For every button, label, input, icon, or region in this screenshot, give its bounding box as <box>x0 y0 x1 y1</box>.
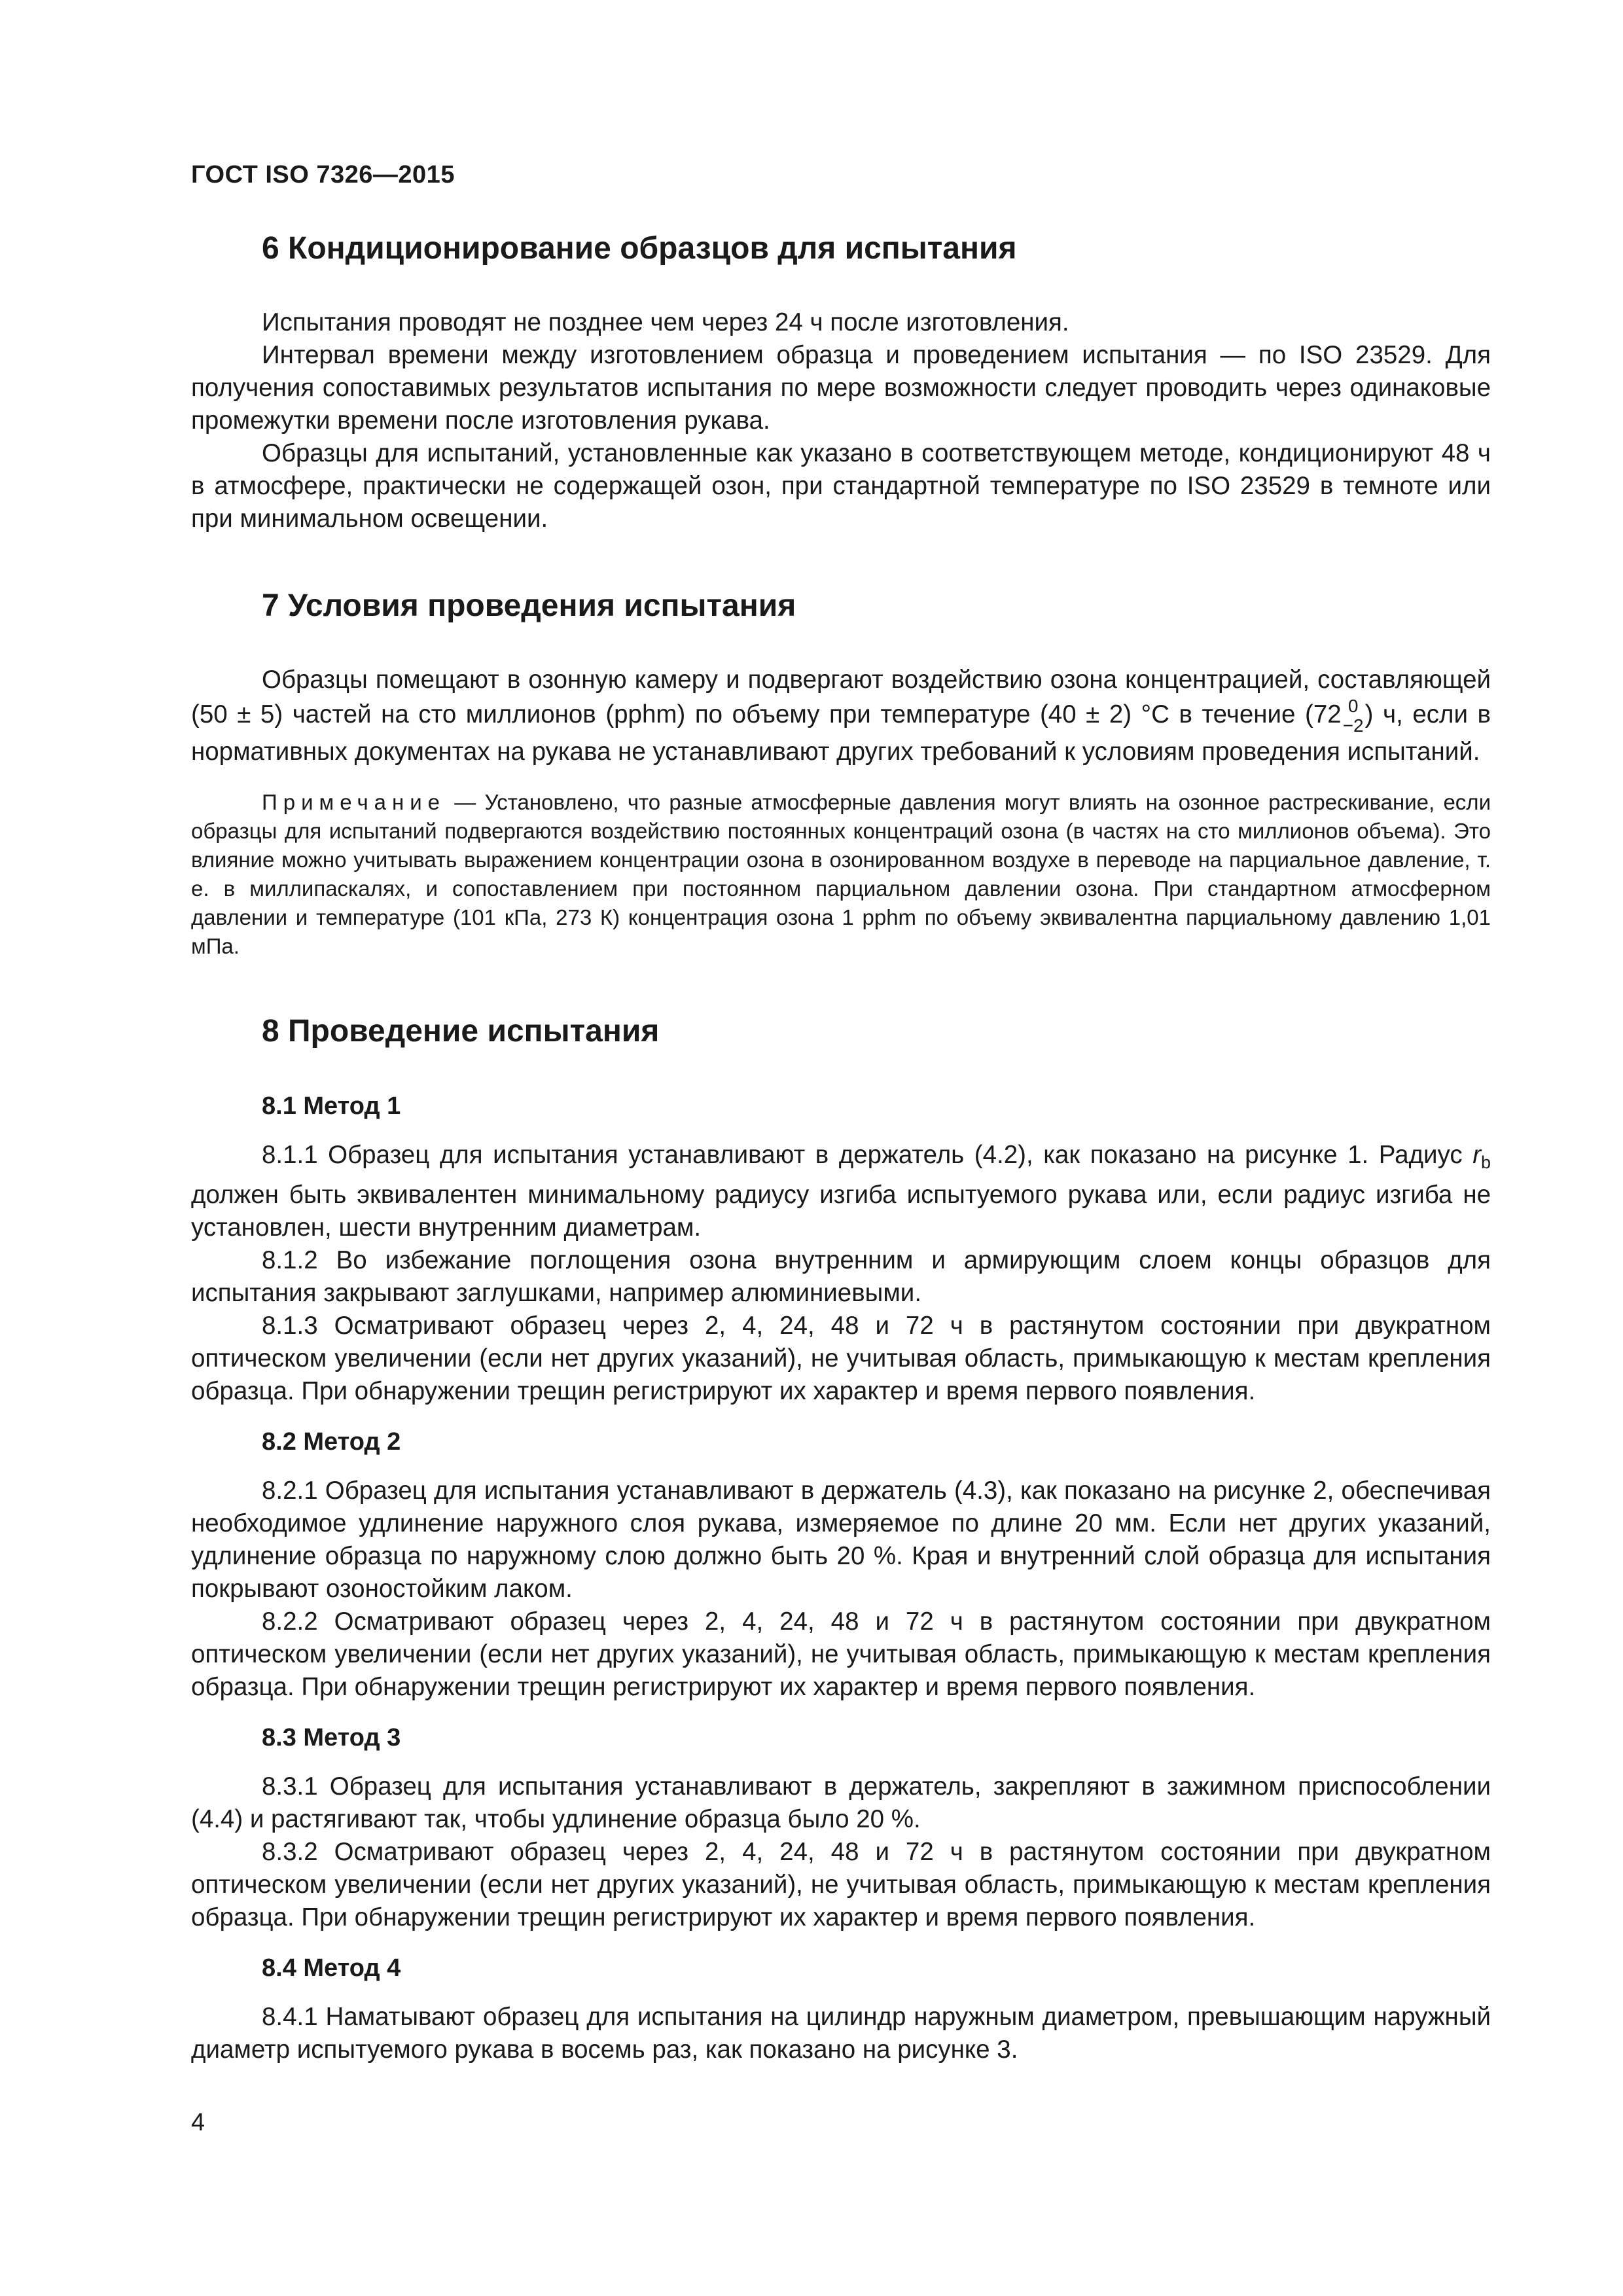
method-2-title: 8.2 Метод 2 <box>262 1428 401 1456</box>
document-body <box>191 229 1491 2066</box>
method-4-title: 8.4 Метод 4 <box>262 1954 401 1982</box>
clause-8-2-2: 8.2.2 Осматривают образец через 2, 4, 24, 48 и 72 ч в растянутом состоянии при двукратном оптическом увеличении (если нет других указаний), не учитывая область, примыкающую к местам крепления образца. При обнаружении трещин регистрируют их характер и время первого появления. <box>191 1607 1491 1701</box>
s7-p1-text-a: Образцы помещают в озонную камеру и подвергают воздействию озона концентрацией, составляющей (50 ± 5) частей на сто миллионов (pphm) по объему при температуре (40 ± 2) °C в течение (72 <box>191 666 1491 729</box>
method-3-title: 8.3 Метод 3 <box>262 1724 401 1751</box>
clause-8-4-1: 8.4.1 Наматывают образец для испытания на цилиндр наружным диаметром, превышающим наружный диаметр испытуемого рукава в восемь раз, как показано на рисунке 3. <box>191 2003 1491 2064</box>
clause-8-1-1 <box>191 1139 1491 1244</box>
section-8-title: 8 Проведение испытания <box>262 1014 660 1049</box>
clause-8-1-3: 8.1.3 Осматривают образец через 2, 4, 24, 48 и 72 ч в растянутом состоянии при двукратном оптическом увеличении (если нет других указаний), не учитывая область, примыкающую к местам крепления образца. При обнаружении трещин регистрируют их характер и время первого появления. <box>191 1312 1491 1405</box>
radius-subscript: b <box>1481 1153 1491 1172</box>
radius-symbol: r <box>1472 1141 1482 1169</box>
section-6-paragraph-3: Образцы для испытаний, установленные как указано в соответствующем методе, кондиционируют 48 ч в атмосфере, практически не содержащей озон, при стандартной температуре по ISO 23529 в темноте или при минимальном освещении. <box>191 439 1491 533</box>
s7-p1-text-b: ) ч, если в нормативных документах на рукава не устанавливают других требований к условиям проведения испытаний. <box>191 700 1491 766</box>
tolerance-fraction <box>1343 696 1364 736</box>
note-text: — Установлено, что разные атмосферные давления могут влиять на озонное растрескивание, если образцы для испытаний подвергаются воздействию постоянных концентраций озона (в частях на сто миллионов объема). Это влияние можно учитывать выражением концентрации озона в озонированном воздухе в переводе на парциальное давление, т. е. в миллипаскалях, и сопоставлением при постоянном парциальном давлении озона. При стандартном атмосферном давлении и температуре (101 кПа, 273 К) концентрация озона 1 pphm по объему эквивалентна парциальному давлению 1,01 мПа. <box>191 790 1491 958</box>
note-label: Примечание <box>262 790 446 814</box>
method-1-title: 8.1 Метод 1 <box>262 1092 401 1120</box>
section-7-title: 7 Условия проведения испытания <box>262 588 796 623</box>
clause-8-3-1: 8.3.1 Образец для испытания устанавливают в держатель, закрепляют в зажимном приспособлении (4.4) и растягивают так, чтобы удлинение образца было 20 %. <box>191 1772 1491 1833</box>
section-6-paragraph-1: Испытания проводят не позднее чем через 24 ч после изготовления. <box>262 308 1069 336</box>
page-number: 4 <box>191 2109 205 2136</box>
clause-8-1-1-text-a: 8.1.1 Образец для испытания устанавливают в держатель (4.2), как показано на рисунке 1. Радиус <box>262 1141 1473 1169</box>
standard-code-header: ГОСТ ISO 7326—2015 <box>191 161 455 188</box>
tolerance-lower: −2 <box>1342 715 1364 736</box>
clause-8-1-2: 8.1.2 Во избежание поглощения озона внутренним и армирующим слоем концы образцов для испытания закрывают заглушками, например алюминиевыми. <box>191 1246 1491 1307</box>
section-7-paragraph-1 <box>191 664 1491 768</box>
clause-8-1-1-text-b: должен быть эквивалентен минимальному радиусу изгиба испытуемого рукава или, если радиус изгиба не установлен, шести внутренним диаметрам. <box>191 1181 1491 1242</box>
clause-8-2-1: 8.2.1 Образец для испытания устанавливают в держатель (4.3), как показано на рисунке 2, обеспечивая необходимое удлинение наружного слоя рукава, измеряемое по длине 20 мм. Если нет других указаний, удлинение образца по наружному слою должно быть 20 %. Края и внутренний слой образца для испытания покрывают озоностойким лаком. <box>191 1477 1491 1603</box>
section-7-note <box>191 788 1491 961</box>
section-6-paragraph-2: Интервал времени между изготовлением образца и проведением испытания — по ISO 23529. Для получения сопоставимых результатов испытания по мере возможности следует проводить через одинаковые промежутки времени после изготовления рукава. <box>191 341 1491 435</box>
section-6-title: 6 Кондиционирование образцов для испытания <box>262 231 1017 266</box>
tolerance-upper: 0 <box>1347 696 1359 716</box>
clause-8-3-2: 8.3.2 Осматривают образец через 2, 4, 24, 48 и 72 ч в растянутом состоянии при двукратном оптическом увеличении (если нет других указаний), не учитывая область, примыкающую к местам крепления образца. При обнаружении трещин регистрируют их характер и время первого появления. <box>191 1838 1491 1931</box>
